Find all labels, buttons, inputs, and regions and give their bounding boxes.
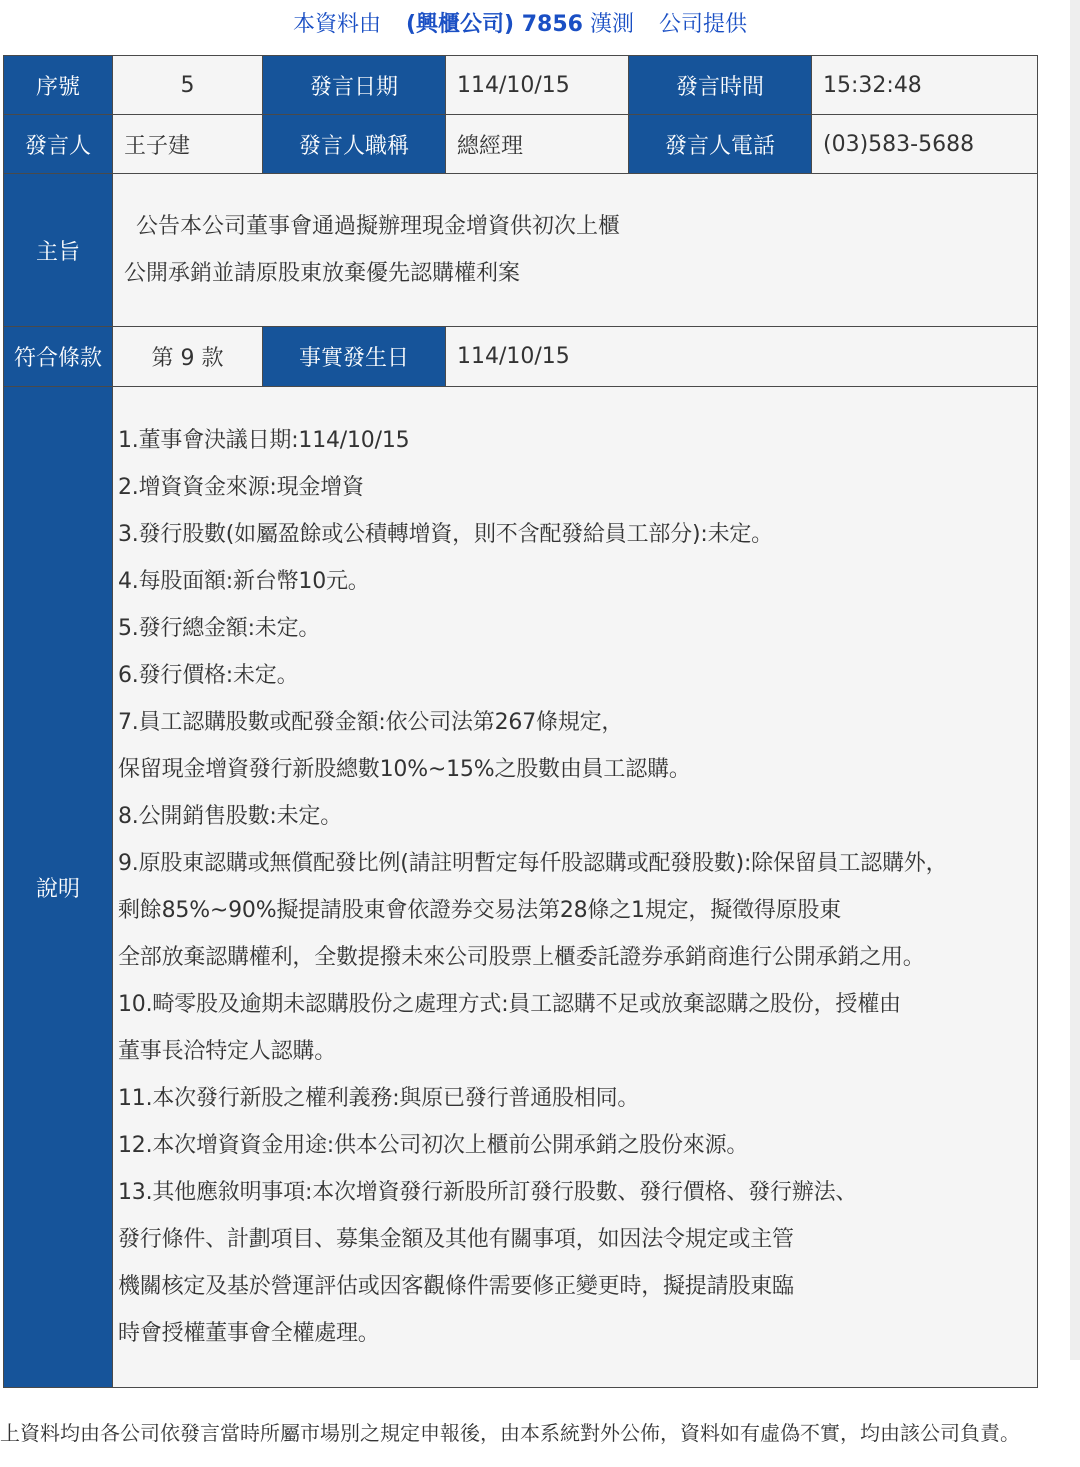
seq-label: 序號 xyxy=(4,56,113,115)
source-header xyxy=(0,8,1040,42)
clause-label: 符合條款 xyxy=(4,327,113,387)
speaker-label: 發言人 xyxy=(4,115,113,174)
description-line: 全部放棄認購權利，全數提撥未來公司股票上櫃委託證券承銷商進行公開承銷之用。 xyxy=(118,945,925,970)
row-speaker xyxy=(4,115,1038,174)
description-line: 剩餘85%~90%擬提請股東會依證券交易法第28條之1規定，擬徵得原股東 xyxy=(118,898,842,923)
description-body xyxy=(118,387,1037,1387)
row-seq-date-time xyxy=(4,56,1038,115)
fact-date-value: 114/10/15 xyxy=(446,327,1038,387)
description-line: 3.發行股數(如屬盈餘或公積轉增資，則不含配發給員工部分):未定。 xyxy=(118,522,773,547)
header-company-name: 漢測 xyxy=(589,12,634,37)
description-value xyxy=(113,387,1038,1388)
description-line: 9.原股東認購或無償配發比例(請註明暫定每仟股認購或配發股數):除保留員工認購外， xyxy=(118,851,948,876)
description-line: 4.每股面額:新台幣10元。 xyxy=(118,569,370,594)
subject-label: 主旨 xyxy=(4,174,113,327)
header-company-code: (興櫃公司) 7856 xyxy=(405,12,583,37)
row-clause xyxy=(4,327,1038,387)
description-line: 保留現金增資發行新股總數10%~15%之股數由員工認購。 xyxy=(118,757,691,782)
description-line: 8.公開銷售股數:未定。 xyxy=(118,804,343,829)
description-line: 時會授權董事會全權處理。 xyxy=(118,1321,380,1346)
subject-value xyxy=(113,174,1038,327)
speaker-title-label: 發言人職稱 xyxy=(263,115,446,174)
subject-line: 公開承銷並請原股東放棄優先認購權利案 xyxy=(124,261,521,286)
description-label: 說明 xyxy=(4,387,113,1388)
date-value: 114/10/15 xyxy=(446,56,629,115)
description-line: 1.董事會決議日期:114/10/15 xyxy=(118,428,410,453)
speaker-phone-label: 發言人電話 xyxy=(629,115,812,174)
time-value: 15:32:48 xyxy=(812,56,1038,115)
description-line: 機關核定及基於營運評估或因客觀條件需要修正變更時，擬提請股東臨 xyxy=(118,1274,794,1299)
description-line: 董事長洽特定人認購。 xyxy=(118,1039,337,1064)
description-line: 12.本次增資資金用途:供本公司初次上櫃前公開承銷之股份來源。 xyxy=(118,1133,749,1158)
description-line: 發行條件、計劃項目、募集金額及其他有關事項，如因法令規定或主管 xyxy=(118,1227,794,1252)
description-line: 5.發行總金額:未定。 xyxy=(118,616,321,641)
header-prefix: 本資料由 xyxy=(292,12,381,37)
clause-value: 第 9 款 xyxy=(113,327,263,387)
speaker-value: 王子建 xyxy=(113,115,263,174)
speaker-phone-value: (03)583-5688 xyxy=(812,115,1038,174)
description-line: 7.員工認購股數或配發金額:依公司法第267條規定， xyxy=(118,710,624,735)
seq-value: 5 xyxy=(113,56,263,115)
fact-date-label: 事實發生日 xyxy=(263,327,446,387)
date-label: 發言日期 xyxy=(263,56,446,115)
description-line: 2.增資資金來源:現金增資 xyxy=(118,475,364,500)
announcement-table xyxy=(3,55,1038,1388)
description-line: 10.畸零股及逾期未認購股份之處理方式:員工認購不足或放棄認購之股份，授權由 xyxy=(118,992,901,1017)
time-label: 發言時間 xyxy=(629,56,812,115)
description-line: 11.本次發行新股之權利義務:與原已發行普通股相同。 xyxy=(118,1086,640,1111)
disclaimer-footer: 上資料均由各公司依發言當時所屬市場別之規定申報後，由本系統對外公佈，資料如有虛偽不實，均由該公司負責。 xyxy=(0,1421,1020,1445)
row-subject xyxy=(4,174,1038,327)
speaker-title-value: 總經理 xyxy=(446,115,629,174)
subject-line: 公告本公司董事會通過擬辦理現金增資供初次上櫃 xyxy=(129,214,620,239)
header-suffix: 公司提供 xyxy=(659,12,748,37)
description-line: 13.其他應敘明事項:本次增資發行新股所訂發行股數、發行價格、發行辦法、 xyxy=(118,1180,858,1205)
description-line: 6.發行價格:未定。 xyxy=(118,663,299,688)
scroll-edge xyxy=(1070,0,1080,1360)
row-description xyxy=(4,387,1038,1388)
